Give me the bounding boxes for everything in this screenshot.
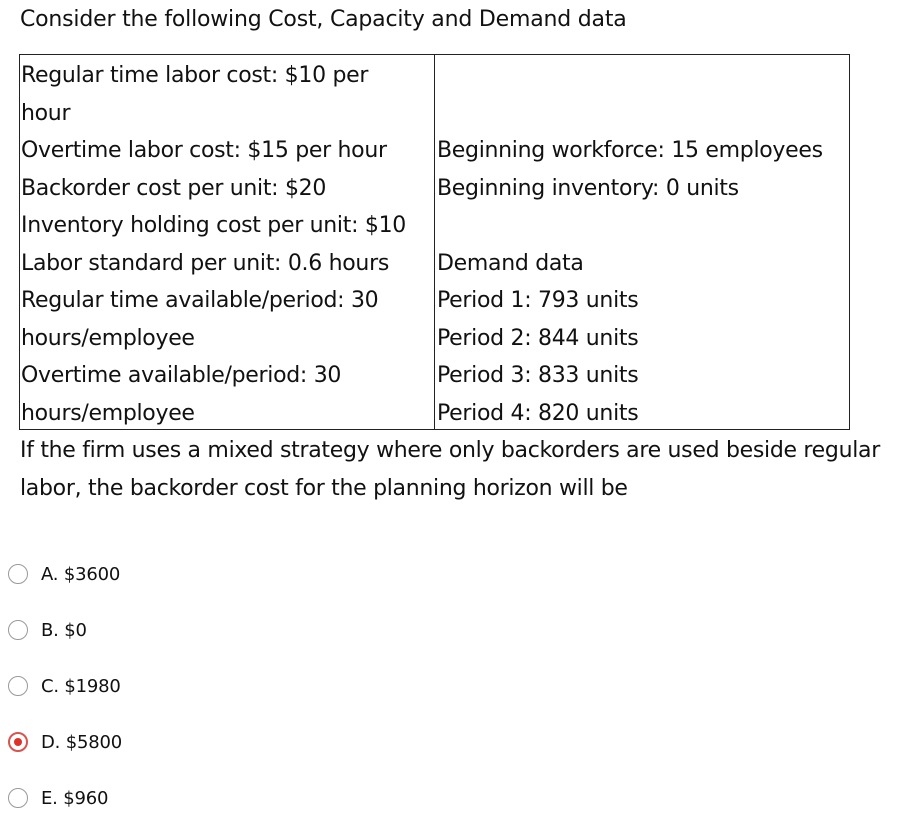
radio-button-b[interactable] — [8, 620, 28, 640]
overtime-labor-cost: Overtime labor cost: $15 per hour — [21, 138, 387, 163]
radio-button-c[interactable] — [8, 676, 28, 696]
regular-labor-cost-line2: hour — [21, 100, 71, 126]
backorder-cost: Backorder cost per unit: $20 — [21, 175, 327, 201]
question-text: If the firm uses a mixed strategy where only backorders are used beside regular labor, the backorder cost for the planning horizon will be — [20, 438, 880, 501]
option-d[interactable] — [8, 729, 122, 755]
option-e[interactable] — [8, 785, 108, 811]
column-divider — [434, 55, 435, 429]
demand-data-header: Demand data — [437, 250, 584, 276]
option-c[interactable] — [8, 673, 121, 699]
demand-period-2: Period 2: 844 units — [437, 325, 639, 351]
radio-button-a[interactable] — [8, 564, 28, 584]
regular-time-available-line2: hours/employee — [21, 325, 195, 351]
radio-button-d-selected[interactable] — [8, 732, 28, 752]
demand-period-4: Period 4: 820 units — [437, 400, 639, 426]
radio-button-e[interactable] — [8, 788, 28, 808]
demand-period-1: Period 1: 793 units — [437, 288, 639, 313]
data-table — [19, 54, 850, 430]
overtime-available-line1: Overtime available/period: 30 — [21, 363, 342, 388]
option-d-label: D. $5800 — [41, 731, 122, 753]
demand-period-3: Period 3: 833 units — [437, 363, 639, 388]
option-a[interactable] — [8, 561, 120, 587]
regular-labor-cost-line1: Regular time labor cost: $10 per — [21, 63, 369, 88]
overtime-available-line2: hours/employee — [21, 400, 195, 426]
labor-standard: Labor standard per unit: 0.6 hours — [21, 250, 389, 276]
option-a-label: A. $3600 — [41, 563, 121, 585]
inventory-holding-cost: Inventory holding cost per unit: $10 — [21, 213, 406, 238]
option-b-label: B. $0 — [41, 619, 87, 641]
option-b[interactable] — [8, 617, 87, 643]
beginning-inventory: Beginning inventory: 0 units — [437, 175, 739, 201]
beginning-workforce: Beginning workforce: 15 employees — [437, 138, 823, 163]
question-heading: Consider the following Cost, Capacity and Demand data — [20, 7, 627, 32]
regular-time-available-line1: Regular time available/period: 30 — [21, 288, 379, 313]
option-c-label: C. $1980 — [41, 675, 121, 697]
option-e-label: E. $960 — [41, 787, 109, 809]
